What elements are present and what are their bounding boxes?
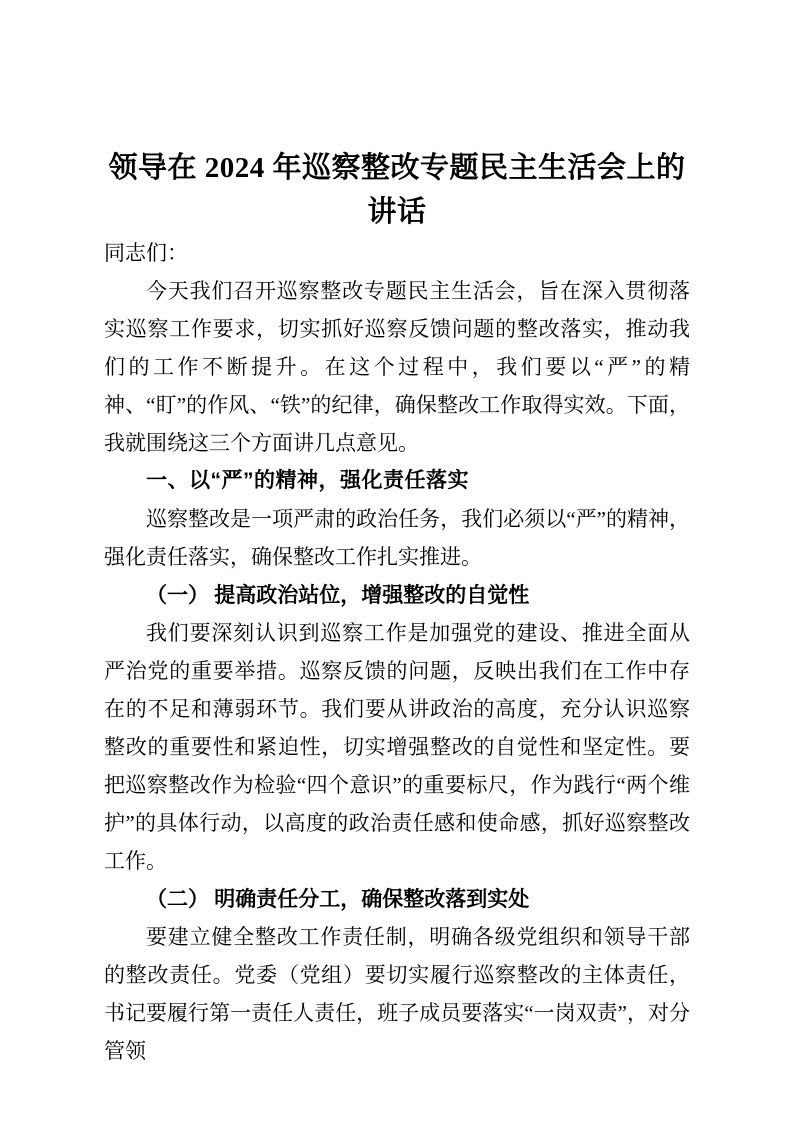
section1-intro-paragraph: 巡察整改是一项严肃的政治任务，我们必须以“严”的精神，强化责任落实，确保整改工作扎实推进。 bbox=[104, 507, 690, 569]
section1-sub2-heading: （二） 明确责任分工，确保整改落到实处 bbox=[146, 887, 530, 911]
document-title-line1: 领导在 2024 年巡察整改专题民主生活会上的 bbox=[108, 152, 686, 184]
salutation: 同志们： bbox=[104, 241, 188, 265]
section1-heading: 一、以“严”的精神，强化责任落实 bbox=[146, 469, 469, 492]
document-content bbox=[104, 146, 690, 1070]
intro-paragraph: 今天我们召开巡察整改专题民主生活会，旨在深入贯彻落实巡察工作要求，切实抓好巡察反馈问题的整改落实，推动我们的工作不断提升。在这个过程中，我们要以“严”的精神、“盯”的作风、“铁”的纪律，确保整改工作取得实效。下面，我就围绕这三个方面讲几点意见。 bbox=[104, 279, 690, 455]
document-title bbox=[104, 146, 690, 234]
document-title-line2: 讲话 bbox=[367, 196, 427, 228]
section1-sub2-paragraph: 要建立健全整改工作责任制，明确各级党组织和领导干部的整改责任。党委（党组）要切实履行巡察整改的主体责任，书记要履行第一责任人责任，班子成员要落实“一岗双责”，对分管领 bbox=[104, 925, 690, 1063]
section1-sub1-paragraph: 我们要深刻认识到巡察工作是加强党的建设、推进全面从严治党的重要举措。巡察反馈的问题，反映出我们在工作中存在的不足和薄弱环节。我们要从讲政治的高度，充分认识巡察整改的重要性和紧迫性，切实增强整改的自觉性和坚定性。要把巡察整改作为检验“四个意识”的重要标尺，作为践行“两个维护”的具体行动，以高度的政治责任感和使命感，抓好巡察整改工作。 bbox=[104, 621, 690, 873]
section1-sub1-heading: （一） 提高政治站位，增强整改的自觉性 bbox=[146, 583, 530, 607]
